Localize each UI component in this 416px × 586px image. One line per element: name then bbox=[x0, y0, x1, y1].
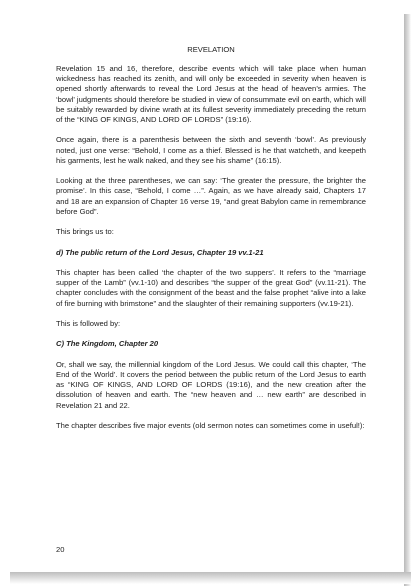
book-page bbox=[2, 0, 404, 572]
paragraph-two-suppers: This chapter has been called ‘the chapter of the two suppers’. It refers to the “marriage supper of the Lamb” (vv.1-10) and describes “the supper of the great God” (vv.11-21). The chapter concludes with the consignment of the beast and the false prophet “alive into a lake of fire burning with brimstone” and the slaughter of their remaining supporters (vv.19-21). bbox=[56, 267, 366, 308]
heading-public-return: d) The public return of the Lord Jesus, Chapter 19 vv.1-21 bbox=[56, 247, 264, 257]
paragraph-five-events: The chapter describes five major events (old sermon notes can sometimes come in useful!): bbox=[56, 420, 365, 430]
paragraph-three-parentheses: Looking at the three parentheses, we can say: ‘The greater the pressure, the brighter the promise’. In this case, “Behold, I come …”. Again, as we have already said, Chapters 17 and 18 are an expansion of Chapter 16 verse 19, “and great Babylon came in remembrance before God”. bbox=[56, 176, 366, 216]
heading-kingdom: C) The Kingdom, Chapter 20 bbox=[56, 339, 159, 349]
paragraph-parenthesis: Once again, there is a parenthesis between the sixth and seventh ‘bowl’. As previously noted, just one verse: “Behold, I come as a thief. Blessed is he that watcheth, and keepeth his garments, lest he walk naked, and they see his shame” (16:15). bbox=[56, 135, 366, 165]
page-body bbox=[56, 44, 366, 441]
paragraph-bowl-judgments: Revelation 15 and 16, therefore, describe events which will take place when human wickedness has reached its zenith, and will only be exceeded in severity when heaven is opened shortly afterwards to reveal the Lord Jesus at the head of heaven’s armies. The ‘bowl’ judgments should therefore be studied in view of consummate evil on earth, which will be suitably rewarded by divine wrath at its fullest severity immediately preceding the return of the “KING OF KINGS, AND LORD OF LORDS” (19:16). bbox=[56, 64, 366, 125]
page-shadow-bottom bbox=[10, 572, 411, 584]
paragraph-followed-by: This is followed by: bbox=[56, 318, 121, 328]
page-number: 20 bbox=[56, 545, 65, 554]
page-shadow-right bbox=[404, 14, 411, 586]
running-header: REVELATION bbox=[187, 45, 235, 54]
paragraph-millennial-kingdom: Or, shall we say, the millennial kingdom of the Lord Jesus. We could call this chapter, ‘The End of the World’. It covers the period between the public return of the Lord Jesus to earth as “KING OF KINGS, AND LORD OF LORDS (19:16), and the new creation after the dissolution of heaven and earth. The “new heaven and … new earth” are described in Revelation 21 and 22. bbox=[56, 359, 366, 410]
paragraph-brings-us-to: This brings us to: bbox=[56, 227, 114, 237]
